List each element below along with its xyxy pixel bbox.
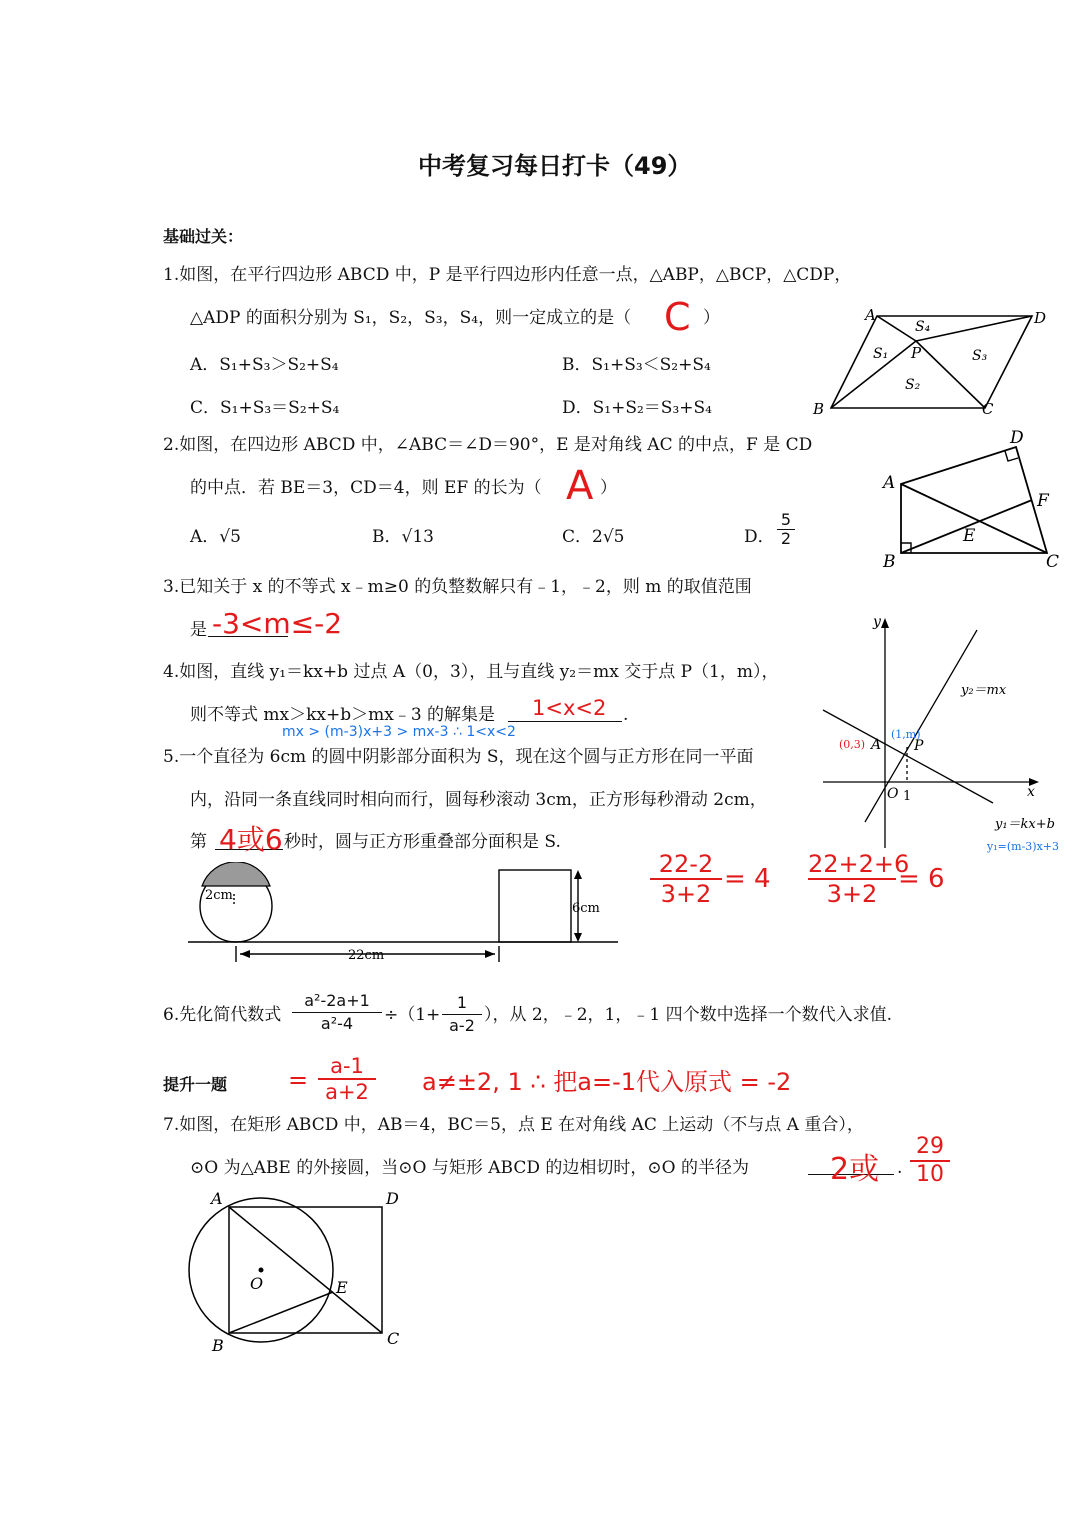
q6-work-fraction [318, 1054, 376, 1104]
q3-line1: 3.已知关于 x 的不等式 x﹣m≥0 的负整数解只有﹣1，﹣2，则 m 的取值范围 [163, 577, 752, 597]
q6-fraction2-numerator: 1 [456, 993, 468, 1012]
q2-quadrilateral-figure [870, 425, 1070, 575]
q6-fraction2-denominator: a-2 [442, 1014, 482, 1037]
q7-label-e: E [336, 1278, 348, 1297]
q1-label-p: P [911, 344, 922, 362]
q5-work1-numerator: 22-2 [658, 850, 714, 878]
q4-note-point-p: (1,m) [891, 728, 921, 741]
q5-handwritten-answer: 4或6 [219, 823, 283, 856]
q4-line2: 则不等式 mx＞kx+b＞mx﹣3 的解集是 [190, 705, 496, 725]
q4-axis-y-label: y [873, 614, 881, 630]
q2-line1: 2.如图，在四边形 ABCD 中，∠ABC＝∠D＝90°，E 是对角线 AC 的中点，F 是 CD [163, 435, 813, 455]
q1-line1: 1.如图，在平行四边形 ABCD 中，P 是平行四边形内任意一点，△ABP，△BCP，△CDP， [163, 265, 852, 285]
q5-work2-result: = 6 [898, 864, 945, 894]
q1-option-a: A．S₁+S₃＞S₂+S₄ [190, 355, 339, 375]
q2-line2: 的中点．若 BE＝3，CD＝4，则 EF 的长为（ [190, 478, 542, 498]
q2-label-e: E [963, 526, 976, 546]
q6-work-rest: a≠±2, 1 ∴ 把a=-1代入原式 = -2 [422, 1068, 792, 1096]
q1-label-s4: S₄ [915, 319, 931, 335]
q1-line2: △ADP 的面积分别为 S₁，S₂，S₃，S₄，则一定成立的是（ [190, 308, 632, 328]
q7-label-o: O [250, 1274, 264, 1293]
q6-work-numerator: a-1 [330, 1054, 364, 1078]
q5-side-label: 6cm [572, 901, 600, 916]
q7-label-d: D [386, 1189, 399, 1208]
q1-label-s2: S₂ [905, 377, 921, 393]
q4-point-p-label: P [914, 738, 924, 754]
q1-paren-close: ） [703, 308, 720, 328]
q7-label-a: A [211, 1189, 223, 1208]
q1-option-c: C．S₁+S₃＝S₂+S₄ [190, 398, 340, 418]
q1-label-s3: S₃ [972, 348, 988, 364]
q4-answer-blank [508, 721, 622, 722]
q7-answer-fraction [910, 1134, 950, 1188]
q6-divide-operator: ÷（1+ [384, 1005, 441, 1025]
q4-line1: 4.如图，直线 y₁＝kx+b 过点 A（0，3），且与直线 y₂＝mx 交于点 P（1，m）， [163, 662, 779, 682]
q4-coordinate-figure [815, 610, 1080, 860]
q7-label-c: C [387, 1329, 400, 1348]
q4-origin-label: O [887, 786, 899, 802]
q5-line1: 5.一个直径为 6cm 的圆中阴影部分面积为 S，现在这个圆与正方形在同一平面 [163, 747, 754, 767]
q7-period: . [897, 1158, 903, 1178]
q3-handwritten-answer: -3<m≤-2 [212, 607, 343, 640]
q2-paren-close: ） [600, 478, 617, 498]
q1-label-b: B [813, 400, 825, 418]
q2-option-b: B．√13 [372, 527, 434, 547]
q4-line-y2-label: y₂＝mx [961, 683, 1007, 698]
q2-option-d-fraction [777, 511, 795, 548]
q7-line2: ⊙O 为△ABE 的外接圆，当⊙O 与矩形 ABCD 的边相切时，⊙O 的半径为 [190, 1158, 749, 1178]
q6-fraction1-denominator: a²-4 [292, 1012, 382, 1035]
q5-line3-prefix: 第 [190, 832, 207, 852]
q2-label-c: C [1046, 552, 1060, 572]
q1-label-s1: S₁ [873, 346, 889, 362]
q5-distance-label: 22cm [348, 948, 385, 963]
q4-tick-one: 1 [903, 789, 912, 804]
q2-handwritten-answer: A [566, 463, 594, 509]
q7-answer-denominator: 10 [910, 1160, 950, 1188]
q1-label-c: C [982, 400, 994, 418]
q2-option-d-numerator: 5 [780, 510, 792, 529]
q7-handwritten-answer: 2或 [830, 1152, 880, 1187]
q2-option-d-prefix: D． [744, 527, 775, 547]
q2-option-d-denominator: 2 [777, 529, 795, 548]
q6-work-equals: = [288, 1066, 309, 1094]
q5-work2-numerator: 22+2+6 [808, 850, 910, 878]
q2-label-b: B [883, 552, 896, 572]
q2-option-c: C．2√5 [562, 527, 625, 547]
q4-handwritten-work: mx > (m-3)x+3 > mx-3 ∴ 1<x<2 [282, 724, 516, 740]
q6-prefix: 6.先化简代数式 [163, 1005, 282, 1025]
q1-handwritten-answer: C [664, 295, 691, 339]
q2-label-d: D [1010, 428, 1024, 448]
q5-line3-suffix: 秒时，圆与正方形重叠部分面积是 S. [284, 832, 561, 852]
section-advanced-heading: 提升一题 [163, 1075, 228, 1094]
q4-line-y1-label: y₁＝kx+b [995, 817, 1055, 832]
q7-answer-numerator: 29 [916, 1134, 944, 1159]
q2-option-a: A．√5 [190, 527, 241, 547]
q6-fraction1-numerator: a²-2a+1 [304, 991, 370, 1010]
q4-axis-x-label: x [1027, 784, 1035, 800]
q3-line2: 是 [190, 620, 207, 640]
q5-line2: 内，沿同一条直线同时相向而行，圆每秒滚动 3cm，正方形每秒滑动 2cm， [190, 790, 767, 810]
q6-fraction-1 [292, 990, 382, 1035]
q7-label-b: B [212, 1336, 224, 1355]
q7-line1: 7.如图，在矩形 ABCD 中，AB＝4，BC＝5，点 E 在对角线 AC 上运动（不与点 A 重合）， [163, 1115, 864, 1135]
q4-point-a-label: A [871, 737, 882, 753]
page-title: 中考复习每日打卡（49） [418, 152, 692, 180]
q6-work-denominator: a+2 [318, 1078, 376, 1104]
q1-label-d: D [1034, 309, 1047, 327]
q5-work2-denominator: 3+2 [808, 878, 896, 908]
q5-work1-result: = 4 [724, 864, 771, 894]
q2-label-a: A [883, 473, 896, 493]
q5-work1-denominator: 3+2 [650, 878, 722, 908]
q1-option-d: D．S₁+S₂＝S₃+S₄ [562, 398, 712, 418]
q5-work-fraction-1 [650, 850, 722, 908]
q4-note-point-a: (0,3) [839, 738, 866, 751]
q4-note-line-y1: y₁=(m-3)x+3 [987, 840, 1059, 853]
q2-label-f: F [1037, 491, 1049, 511]
section-basic-heading: 基础过关： [163, 227, 244, 246]
q6-suffix: ），从 2，﹣2，1，﹣1 四个数中选择一个数代入求值. [484, 1005, 892, 1025]
q1-label-a: A [865, 306, 876, 324]
q7-rectangle-circle-figure [180, 1185, 410, 1360]
q5-circle-square-figure [180, 862, 630, 972]
q1-option-b: B．S₁+S₃＜S₂+S₄ [562, 355, 711, 375]
q4-handwritten-answer: 1<x<2 [532, 696, 607, 720]
q5-work-fraction-2 [808, 850, 910, 908]
q5-radius-label: 2cm [205, 888, 233, 903]
q6-fraction-2 [442, 992, 482, 1037]
q1-parallelogram-figure [805, 300, 1050, 420]
q4-period: . [623, 705, 629, 725]
